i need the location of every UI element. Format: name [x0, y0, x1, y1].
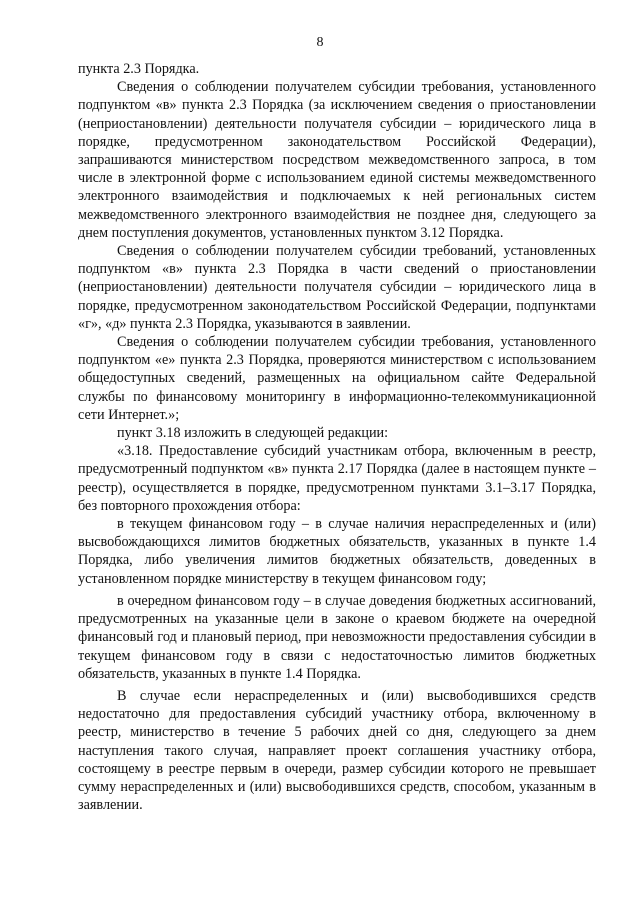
paragraph: в текущем финансовом году – в случае наличия нераспределенных и (или) высвобождающихся лимитов бюджетных обязательств, указанных в пункте 1.4 Порядка, либо увеличения лимитов бюджетных обязательств, доведенных в установленном порядке министерству в текущем финансовом году;: [78, 516, 596, 587]
paragraph: в очередном финансовом году – в случае доведения бюджетных ассигнований, предусмотренных на указанные цели в законе о краевом бюджете на очередной финансовый год и плановый период, при невозможности предоставления субсидии в текущем финансовом году в связи с недостаточностью лимитов бюджетных обязательств, указанных в пункте 1.4 Порядка.: [78, 592, 596, 682]
document-body: [78, 60, 596, 814]
paragraph: пункта 2.3 Порядка.: [78, 61, 200, 77]
paragraph: В случае если нераспределенных и (или) высвободившихся средств недостаточно для предоставления субсидий участнику отбора, включенному в реестр, министерство в течение 5 рабочих дней со дня, следующего за днем наступления такого случая, направляет проект соглашения участнику отбора, состоящему в реестре первым в очереди, размер субсидии которого не превышает сумму нераспределенных и (или) высвободившихся средств, способом, указанным в заявлении.: [78, 687, 596, 814]
page-number: 8: [316, 35, 324, 50]
paragraph: Сведения о соблюдении получателем субсидии требований, установленных подпунктом «в» пункта 2.3 Порядка в части сведений о приостановлении (неприостановлении) деятельности получателя субсидии – юридического лица в порядке, предусмотренном законодательством Российской Федерации, подпунктами «г», «д» пункта 2.3 Порядка, указываются в заявлении.: [78, 243, 596, 332]
paragraph: Сведения о соблюдении получателем субсидии требования, установленного подпунктом «е» пункта 2.3 Порядка, проверяются министерством с использованием общедоступных сведений, размещенных на официальном сайте Федеральной службы по финансовому мониторингу в информационно-телекоммуникационной сети Интернет.»;: [78, 334, 596, 423]
paragraph: пункт 3.18 изложить в следующей редакции:: [117, 425, 389, 442]
paragraph: «3.18. Предоставление субсидий участникам отбора, включенным в реестр, предусмотренный подпунктом «в» пункта 2.17 Порядка (далее в настоящем пункте – реестр), осуществляется в порядке, предусмотренном пунктами 3.1–3.17 Порядка, без повторного прохождения отбора:: [78, 443, 596, 514]
paragraph: Сведения о соблюдении получателем субсидии требования, установленного подпунктом «в» пункта 2.3 Порядка (за исключением сведения о приостановлении (неприостановлении) деятельности получателя субсидии – юридического лица в порядке, предусмотренном законодательством Российской Федерации), запрашиваются министерством посредством межведомственного запроса, в том числе в электронной форме с использованием единой системы межведомственного электронного взаимодействия и подключаемых к ней региональных систем межведомственного электронного взаимодействия не позднее дня, следующего за днем поступления документов, установленных пунктом 3.12 Порядка.: [78, 79, 596, 241]
